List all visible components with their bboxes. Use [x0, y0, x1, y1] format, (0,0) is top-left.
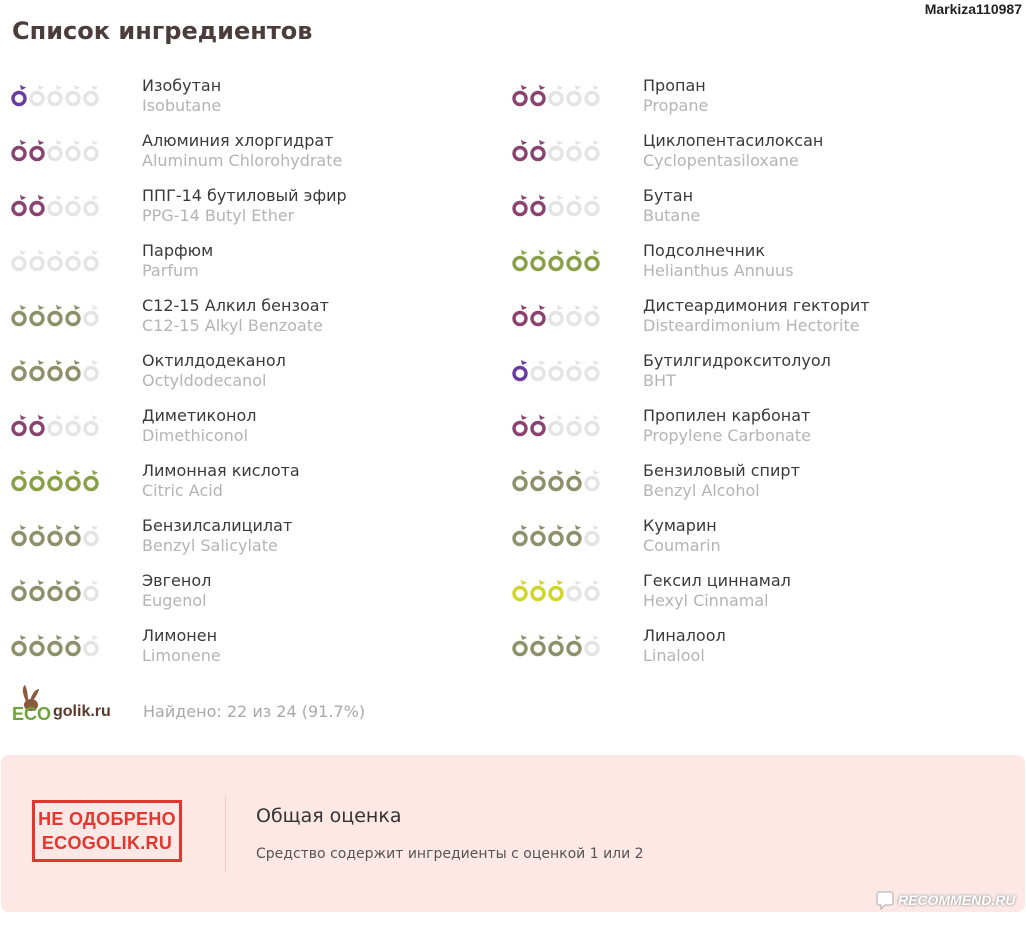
drop-icon	[566, 193, 583, 217]
drop-icon	[29, 193, 46, 217]
ingredient-item[interactable]	[11, 241, 511, 296]
drop-icon	[548, 358, 565, 382]
drop-icon	[47, 578, 64, 602]
ingredient-name-en: Cyclopentasiloxane	[643, 151, 799, 170]
drop-icon	[566, 303, 583, 327]
safety-rating	[512, 523, 601, 549]
drop-icon	[584, 358, 601, 382]
safety-rating	[512, 468, 601, 494]
drop-icon	[530, 413, 547, 437]
ingredient-item[interactable]	[11, 296, 511, 351]
drop-icon	[512, 193, 529, 217]
ingredient-item[interactable]	[11, 461, 511, 516]
safety-rating	[11, 633, 100, 659]
drop-icon	[548, 248, 565, 272]
drop-icon	[530, 193, 547, 217]
ingredient-name-ru[interactable]: Диметиконол	[142, 406, 257, 425]
ingredient-names	[643, 516, 721, 555]
drop-icon	[11, 523, 28, 547]
drop-icon	[65, 193, 82, 217]
drop-icon	[530, 303, 547, 327]
drop-icon	[584, 138, 601, 162]
ingredient-name-ru[interactable]: Бутилгидрокситолуол	[643, 351, 831, 370]
ingredient-list-right	[512, 76, 1012, 681]
stamp-line-1: НЕ ОДОБРЕНО	[38, 809, 176, 829]
safety-rating	[512, 138, 601, 164]
drop-icon	[65, 303, 82, 327]
drop-icon	[29, 83, 46, 107]
drop-icon	[584, 303, 601, 327]
ingredient-item[interactable]	[512, 296, 1012, 351]
drop-icon	[65, 248, 82, 272]
ingredient-names	[643, 461, 800, 500]
ingredient-name-ru[interactable]: Октилдодеканол	[142, 351, 286, 370]
ingredient-name-en: Benzyl Salicylate	[142, 536, 278, 555]
ingredient-names	[142, 186, 347, 225]
svg-text:ECO: ECO	[12, 704, 52, 723]
drop-icon	[566, 523, 583, 547]
drop-icon	[65, 413, 82, 437]
drop-icon	[512, 468, 529, 492]
drop-icon	[83, 248, 100, 272]
ingredient-names	[142, 516, 292, 555]
ingredient-names	[643, 76, 708, 115]
drop-icon	[530, 523, 547, 547]
ingredient-names	[643, 186, 700, 225]
drop-icon	[566, 413, 583, 437]
ingredient-item[interactable]	[11, 571, 511, 626]
drop-icon	[29, 248, 46, 272]
ingredient-name-ru[interactable]: Парфюм	[142, 241, 214, 260]
ingredient-names	[643, 241, 794, 280]
drop-icon	[566, 633, 583, 657]
ingredient-item[interactable]	[512, 351, 1012, 406]
drop-icon	[47, 193, 64, 217]
drop-icon	[584, 413, 601, 437]
safety-rating	[512, 193, 601, 219]
ingredient-name-en: Parfum	[142, 261, 199, 280]
drop-icon	[47, 468, 64, 492]
verdict-panel	[1, 755, 1025, 912]
ingredient-name-en: Citric Acid	[142, 481, 223, 500]
safety-rating	[11, 468, 100, 494]
drop-icon	[530, 468, 547, 492]
drop-icon	[530, 633, 547, 657]
drop-icon	[83, 303, 100, 327]
ingredient-names	[142, 406, 256, 445]
drop-icon	[512, 248, 529, 272]
found-count: Найдено: 22 из 24 (91.7%)	[143, 702, 366, 721]
ingredient-item[interactable]	[512, 406, 1012, 461]
ingredient-name-en: PPG-14 Butyl Ether	[142, 206, 295, 225]
recommend-logo-icon	[876, 890, 894, 910]
drop-icon	[512, 358, 529, 382]
ingredient-name-ru[interactable]: Пропан	[643, 76, 706, 95]
safety-rating	[512, 578, 601, 604]
safety-rating	[11, 523, 100, 549]
drop-icon	[29, 413, 46, 437]
drop-icon	[47, 248, 64, 272]
drop-icon	[47, 358, 64, 382]
ingredient-name-en: Coumarin	[643, 536, 721, 555]
ingredient-name-en: Disteardimonium Hectorite	[643, 316, 860, 335]
drop-icon	[29, 578, 46, 602]
ingredient-names	[142, 626, 221, 665]
safety-rating	[512, 303, 601, 329]
ingredient-name-en: Benzyl Alcohol	[643, 481, 760, 500]
ingredient-name-en: Eugenol	[142, 591, 207, 610]
ingredient-name-en: BHT	[643, 371, 676, 390]
drop-icon	[512, 83, 529, 107]
drop-icon	[566, 138, 583, 162]
ingredient-item[interactable]	[11, 626, 511, 681]
summary-row	[12, 683, 512, 723]
ingredient-name-ru[interactable]: ППГ-14 бутиловый эфир	[142, 186, 347, 205]
ingredient-name-ru[interactable]: Бензиловый спирт	[643, 461, 800, 480]
ingredient-name-ru[interactable]: Лимонная кислота	[142, 461, 300, 480]
drop-icon	[83, 83, 100, 107]
drop-icon	[512, 578, 529, 602]
ingredient-name-en: Isobutane	[142, 96, 222, 115]
drop-icon	[566, 83, 583, 107]
ecogolik-logo-icon	[12, 683, 124, 723]
ingredient-name-en: Limonene	[142, 646, 221, 665]
drop-icon	[65, 358, 82, 382]
ingredient-name-ru[interactable]: Дистеардимония гекторит	[643, 296, 870, 315]
drop-icon	[29, 358, 46, 382]
safety-rating	[11, 578, 100, 604]
ingredient-list-left	[11, 76, 511, 681]
ingredient-name-ru[interactable]: Гексил циннамал	[643, 571, 791, 590]
ingredient-names	[643, 571, 791, 610]
drop-icon	[584, 578, 601, 602]
ingredient-name-ru[interactable]: Бутан	[643, 186, 694, 205]
drop-icon	[11, 633, 28, 657]
drop-icon	[65, 83, 82, 107]
drop-icon	[83, 468, 100, 492]
drop-icon	[47, 138, 64, 162]
ingredient-names	[643, 296, 870, 335]
drop-icon	[11, 303, 28, 327]
not-approved-stamp	[32, 800, 182, 862]
drop-icon	[512, 303, 529, 327]
safety-rating	[11, 193, 100, 219]
drop-icon	[584, 193, 601, 217]
drop-icon	[83, 578, 100, 602]
ingredient-names	[142, 351, 286, 390]
ingredient-name-en: Aluminum Chlorohydrate	[142, 151, 343, 170]
ingredient-names	[643, 131, 823, 170]
safety-rating	[512, 413, 601, 439]
drop-icon	[83, 413, 100, 437]
drop-icon	[11, 578, 28, 602]
ingredient-name-ru[interactable]: Алюминия хлоргидрат	[142, 131, 334, 150]
ingredient-name-en: Linalool	[643, 646, 705, 665]
drop-icon	[65, 523, 82, 547]
drop-icon	[29, 633, 46, 657]
drop-icon	[83, 633, 100, 657]
drop-icon	[566, 358, 583, 382]
drop-icon	[584, 248, 601, 272]
drop-icon	[83, 138, 100, 162]
ingredient-name-en: Helianthus Annuus	[643, 261, 794, 280]
safety-rating	[512, 83, 601, 109]
ingredient-item[interactable]	[11, 516, 511, 571]
ingredient-name-ru[interactable]: Эвгенол	[142, 571, 212, 590]
ingredient-names	[142, 76, 221, 115]
drop-icon	[584, 468, 601, 492]
ingredient-name-ru[interactable]: Пропилен карбонат	[643, 406, 811, 425]
drop-icon	[47, 633, 64, 657]
ingredient-names	[142, 571, 211, 610]
ingredient-names	[142, 131, 342, 170]
drop-icon	[29, 523, 46, 547]
drop-icon	[530, 83, 547, 107]
safety-rating	[11, 358, 100, 384]
svg-text:golik.ru: golik.ru	[53, 703, 111, 720]
drop-icon	[29, 468, 46, 492]
drop-icon	[548, 83, 565, 107]
ingredient-names	[643, 351, 831, 390]
ingredient-names	[643, 626, 726, 665]
ingredient-name-ru[interactable]: Кумарин	[643, 516, 717, 535]
ingredient-item[interactable]	[512, 76, 1012, 131]
drop-icon	[512, 138, 529, 162]
drop-icon	[29, 138, 46, 162]
ingredient-name-en: Octyldodecanol	[142, 371, 267, 390]
watermark-text: RECOMMEND.RU	[898, 892, 1016, 908]
drop-icon	[548, 303, 565, 327]
ingredient-item[interactable]	[512, 571, 1012, 626]
drop-icon	[11, 413, 28, 437]
drop-icon	[47, 83, 64, 107]
safety-rating	[11, 413, 100, 439]
drop-icon	[83, 193, 100, 217]
ingredient-item[interactable]	[512, 461, 1012, 516]
drop-icon	[512, 633, 529, 657]
ingredient-item[interactable]	[11, 76, 511, 131]
drop-icon	[47, 523, 64, 547]
verdict-divider	[225, 795, 226, 873]
verdict-text: Средство содержит ингредиенты с оценкой 1 или 2	[256, 846, 644, 862]
drop-icon	[530, 578, 547, 602]
ingredient-names	[643, 406, 811, 445]
drop-icon	[83, 523, 100, 547]
drop-icon	[11, 248, 28, 272]
recommend-watermark	[876, 890, 1015, 910]
ingredient-item[interactable]	[11, 406, 511, 461]
drop-icon	[65, 633, 82, 657]
drop-icon	[548, 193, 565, 217]
drop-icon	[65, 138, 82, 162]
ingredient-item[interactable]	[512, 241, 1012, 296]
safety-rating	[11, 138, 100, 164]
drop-icon	[548, 633, 565, 657]
ecogolik-logo[interactable]	[12, 683, 124, 723]
ingredient-name-ru[interactable]: Линалоол	[643, 626, 726, 645]
drop-icon	[512, 523, 529, 547]
ingredient-name-en: C12-15 Alkyl Benzoate	[142, 316, 323, 335]
stamp-line-2: ECOGOLIK.RU	[41, 833, 173, 853]
drop-icon	[65, 468, 82, 492]
ingredient-name-en: Propane	[643, 96, 709, 115]
ingredient-name-en: Dimethiconol	[142, 426, 249, 445]
drop-icon	[512, 413, 529, 437]
ingredient-item[interactable]	[512, 131, 1012, 186]
ingredient-name-en: Propylene Carbonate	[643, 426, 811, 445]
ingredient-item[interactable]	[11, 351, 511, 406]
ingredient-name-ru[interactable]: Лимонен	[142, 626, 218, 645]
ingredient-name-ru[interactable]: Циклопентасилоксан	[643, 131, 824, 150]
ingredient-name-ru[interactable]: Изобутан	[142, 76, 222, 95]
drop-icon	[29, 303, 46, 327]
drop-icon	[530, 358, 547, 382]
drop-icon	[11, 193, 28, 217]
drop-icon	[11, 83, 28, 107]
page-title: Список ингредиентов	[12, 17, 313, 45]
safety-rating	[512, 358, 601, 384]
drop-icon	[11, 138, 28, 162]
drop-icon	[530, 248, 547, 272]
drop-icon	[47, 413, 64, 437]
safety-rating	[11, 303, 100, 329]
ingredient-names	[142, 461, 300, 500]
drop-icon	[548, 468, 565, 492]
drop-icon	[11, 468, 28, 492]
drop-icon	[548, 138, 565, 162]
drop-icon	[566, 248, 583, 272]
ingredient-names	[142, 296, 329, 335]
username[interactable]: Markiza110987	[924, 1, 1022, 17]
drop-icon	[566, 578, 583, 602]
ingredient-name-ru[interactable]: Подсолнечник	[643, 241, 765, 260]
drop-icon	[584, 633, 601, 657]
ingredient-name-en: Butane	[643, 206, 701, 225]
drop-icon	[65, 578, 82, 602]
ingredient-item[interactable]	[11, 131, 511, 186]
drop-icon	[566, 468, 583, 492]
safety-rating	[512, 248, 601, 274]
drop-icon	[11, 358, 28, 382]
ingredient-item[interactable]	[11, 186, 511, 241]
drop-icon	[584, 523, 601, 547]
ingredient-names	[142, 241, 213, 280]
drop-icon	[548, 523, 565, 547]
safety-rating	[11, 248, 100, 274]
drop-icon	[548, 578, 565, 602]
drop-icon	[530, 138, 547, 162]
safety-rating	[512, 633, 601, 659]
safety-rating	[11, 83, 100, 109]
verdict-title: Общая оценка	[256, 805, 402, 827]
ingredient-name-ru[interactable]: Бензилсалицилат	[142, 516, 293, 535]
ingredient-item[interactable]	[512, 516, 1012, 571]
drop-icon	[83, 358, 100, 382]
drop-icon	[548, 413, 565, 437]
ingredient-item[interactable]	[512, 186, 1012, 241]
drop-icon	[47, 303, 64, 327]
ingredient-name-en: Hexyl Cinnamal	[643, 591, 769, 610]
drop-icon	[584, 83, 601, 107]
ingredient-name-ru[interactable]: C12-15 Алкил бензоат	[142, 296, 329, 315]
ingredient-item[interactable]	[512, 626, 1012, 681]
